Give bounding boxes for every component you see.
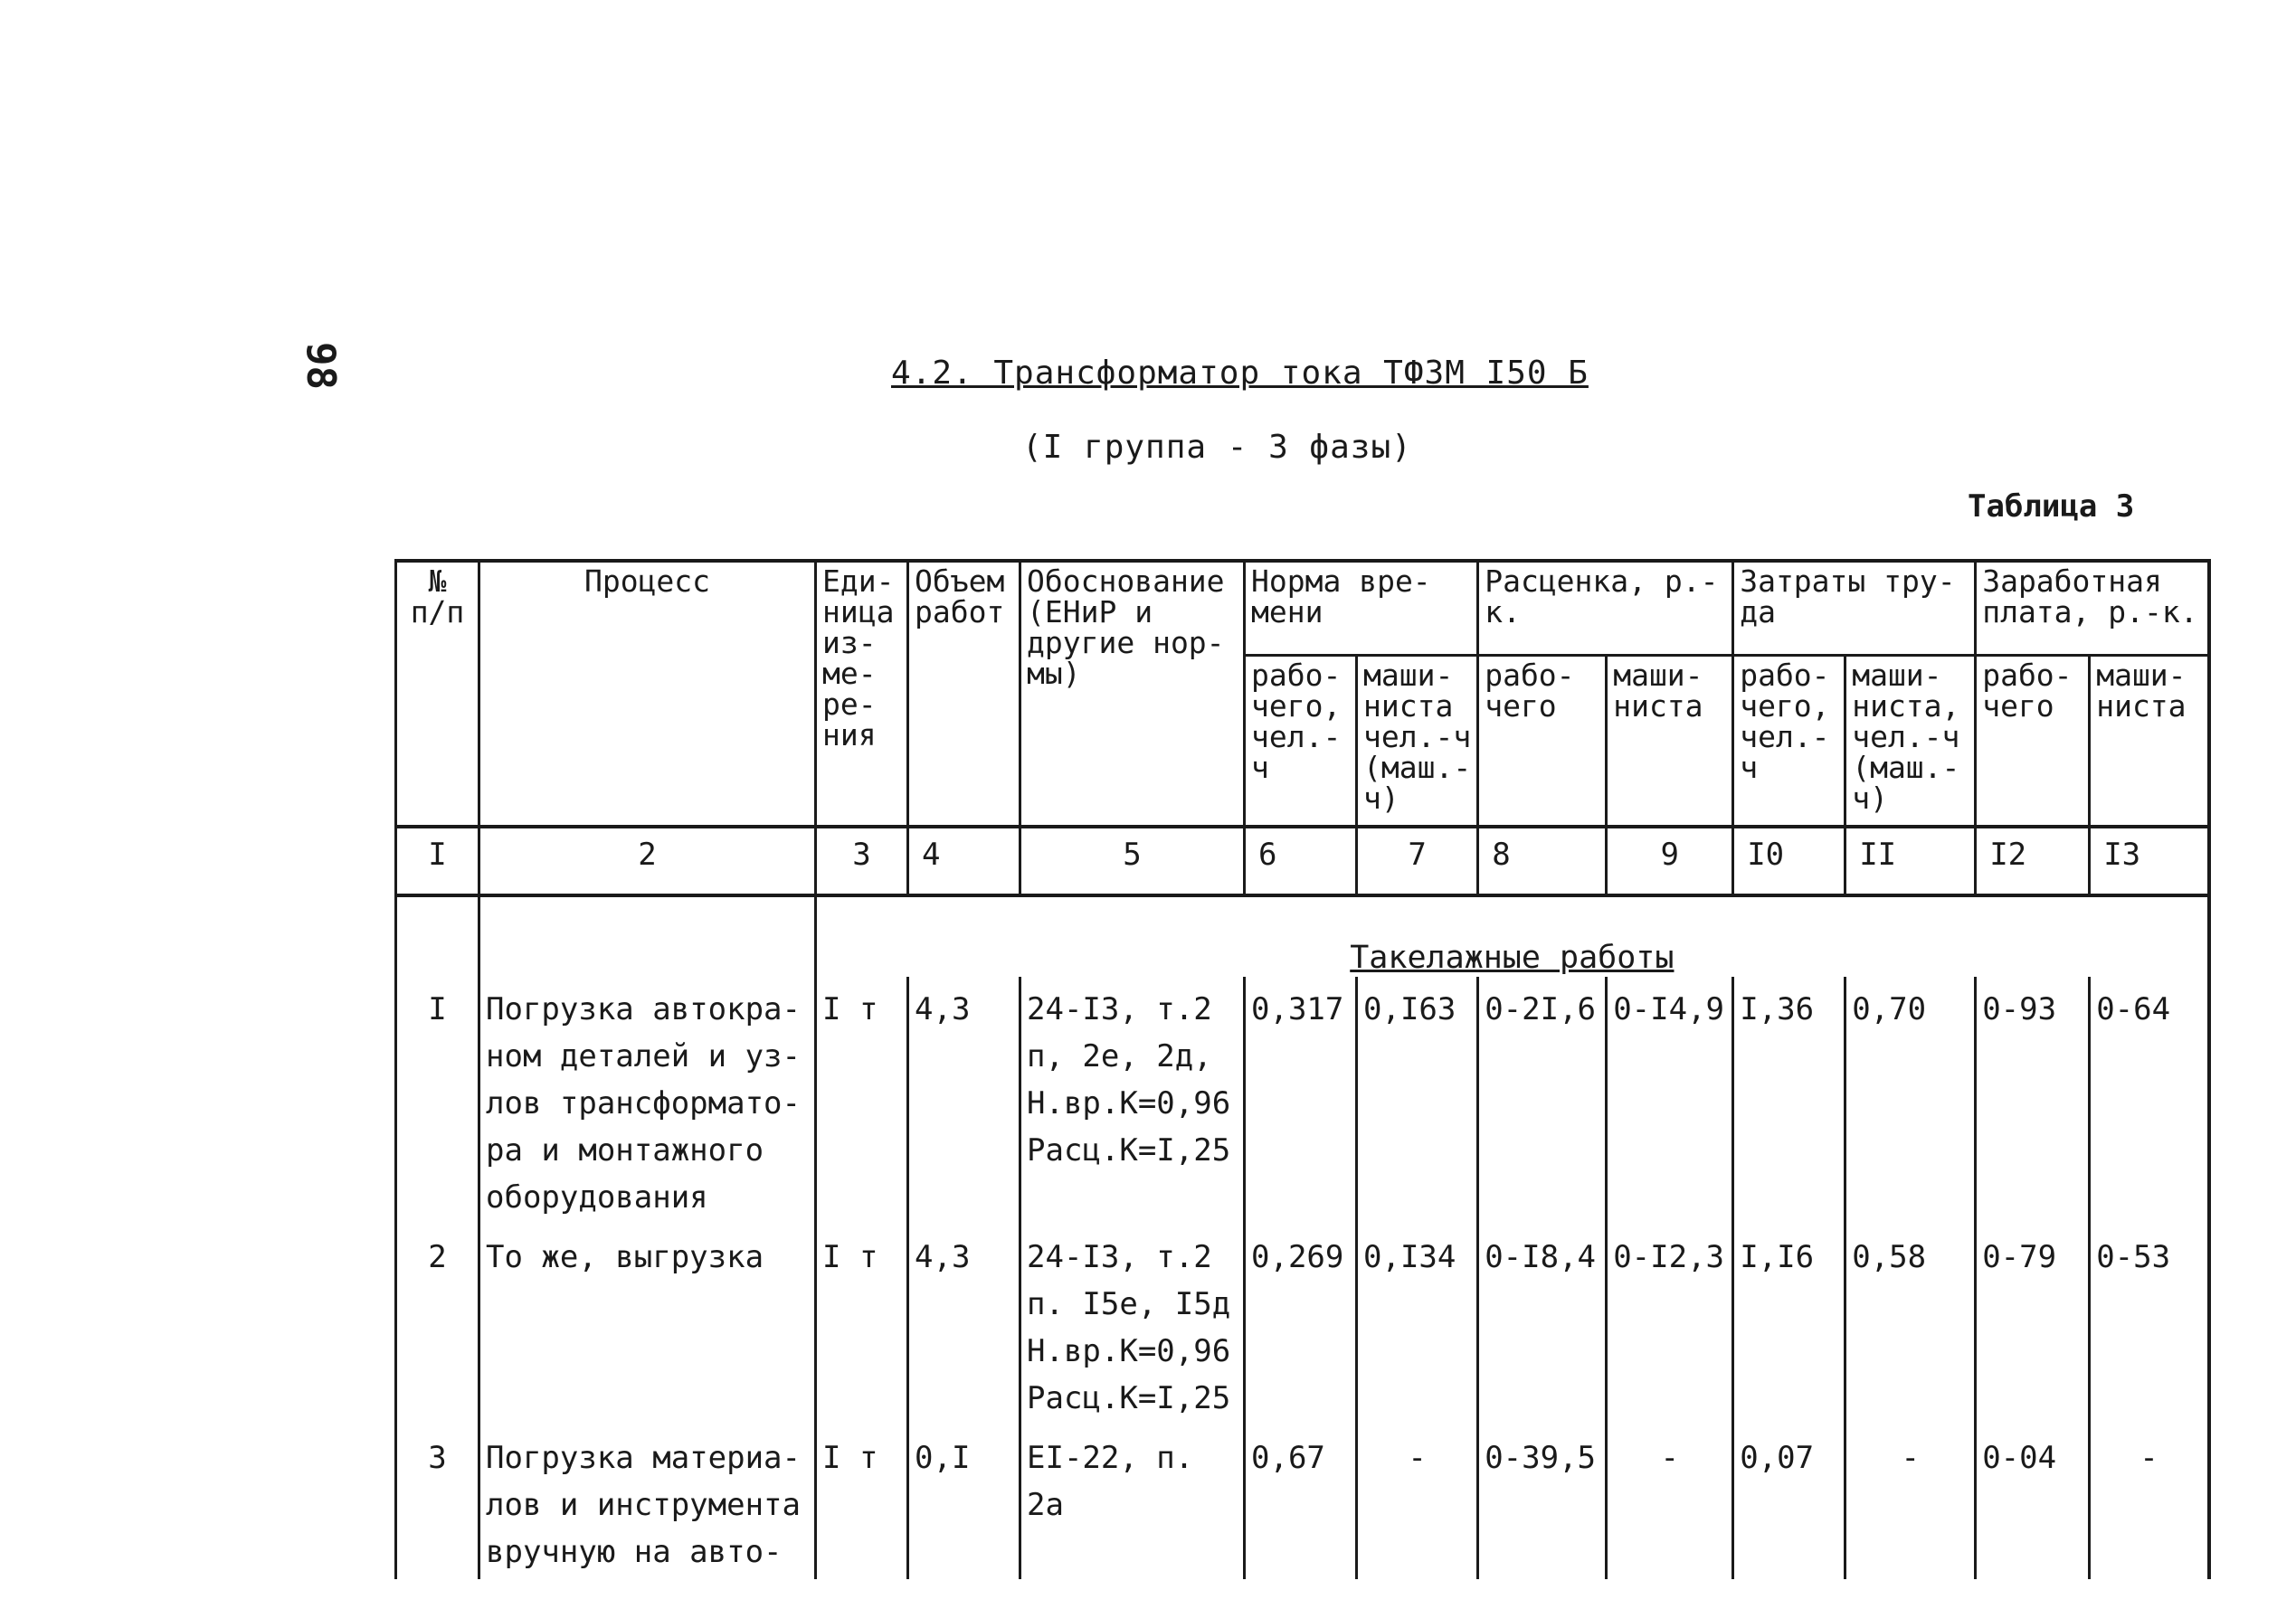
row-unit: I т <box>816 977 908 1225</box>
row-rate-machinist: 0-I4,9 <box>1607 977 1733 1225</box>
section-heading: Такелажные работы <box>816 895 2209 977</box>
header-rate-machinist: маши- ниста <box>1607 655 1733 827</box>
row-number: I <box>396 977 479 1225</box>
row-time-worker: 0,317 <box>1245 977 1357 1225</box>
work-norms-table <box>394 559 2211 1579</box>
row-basis: 24-I3, т.2 п, 2е, 2д, Н.вр.К=0,96 Расц.К=I,25 <box>1020 977 1245 1225</box>
row-wage-machinist: 0-64 <box>2090 977 2209 1225</box>
row-rate-worker: 0-I8,4 <box>1478 1225 1607 1425</box>
row-wage-machinist: 0-53 <box>2090 1225 2209 1425</box>
document-subtitle: (I группа - 3 фазы) <box>1022 429 1412 466</box>
row-time-machinist: 0,I63 <box>1357 977 1478 1225</box>
row-time-machinist: 0,I34 <box>1357 1225 1478 1425</box>
column-number: I <box>396 827 479 895</box>
header-wage-worker: рабо- чего <box>1976 655 2090 827</box>
header-rate: Расценка, р.-к. <box>1478 561 1733 655</box>
row-unit: I т <box>816 1225 908 1425</box>
row-volume: 4,3 <box>908 977 1020 1225</box>
row-labor-worker: 0,07 <box>1733 1425 1845 1579</box>
header-labor-machinist: маши- ниста, чел.-ч (маш.- ч) <box>1845 655 1976 827</box>
document-title: 4.2. Трансформатор тока ТФЗМ I50 Б <box>891 355 1589 392</box>
header-basis: Обоснование (ЕНиР и другие нор- мы) <box>1020 561 1245 827</box>
column-number: 5 <box>1020 827 1245 895</box>
row-basis: ЕI-22, п. 2а <box>1020 1425 1245 1579</box>
header-time-machinist: маши- ниста чел.-ч (маш.- ч) <box>1357 655 1478 827</box>
column-number: 9 <box>1607 827 1733 895</box>
row-labor-machinist: 0,70 <box>1845 977 1976 1225</box>
row-process: Погрузка автокра- ном деталей и уз- лов трансформато- ра и монтажного оборудования <box>479 977 816 1225</box>
column-number: 2 <box>479 827 816 895</box>
header-volume: Объем работ <box>908 561 1020 827</box>
section-spacer <box>479 895 816 977</box>
column-number: I0 <box>1733 827 1845 895</box>
row-wage-worker: 0-93 <box>1976 977 2090 1225</box>
column-number: 7 <box>1357 827 1478 895</box>
column-number: I2 <box>1976 827 2090 895</box>
row-volume: 0,I <box>908 1425 1020 1579</box>
row-rate-machinist: 0-I2,3 <box>1607 1225 1733 1425</box>
column-number: 6 <box>1245 827 1357 895</box>
row-volume: 4,3 <box>908 1225 1020 1425</box>
column-number: II <box>1845 827 1976 895</box>
row-labor-worker: I,I6 <box>1733 1225 1845 1425</box>
column-number: 3 <box>816 827 908 895</box>
row-process: Погрузка материа- лов и инструмента вручную на авто- <box>479 1425 816 1579</box>
header-unit: Еди- ница из- ме- ре- ния <box>816 561 908 827</box>
header-time-norm: Норма вре- мени <box>1245 561 1478 655</box>
header-wage: Заработная плата, р.-к. <box>1976 561 2209 655</box>
header-process: Процесс <box>479 561 816 827</box>
row-number: 3 <box>396 1425 479 1579</box>
header-labor-worker: рабо- чего, чел.- ч <box>1733 655 1845 827</box>
row-process: То же, выгрузка <box>479 1225 816 1425</box>
page-number: 98 <box>298 342 344 390</box>
column-number: 4 <box>908 827 1020 895</box>
row-unit: I т <box>816 1425 908 1579</box>
row-labor-worker: I,36 <box>1733 977 1845 1225</box>
row-wage-machinist: - <box>2090 1425 2209 1579</box>
row-time-machinist: - <box>1357 1425 1478 1579</box>
header-labor: Затраты тру- да <box>1733 561 1976 655</box>
row-wage-worker: 0-79 <box>1976 1225 2090 1425</box>
row-rate-worker: 0-39,5 <box>1478 1425 1607 1579</box>
row-basis: 24-I3, т.2 п. I5е, I5д Н.вр.К=0,96 Расц.К=I,25 <box>1020 1225 1245 1425</box>
row-labor-machinist: - <box>1845 1425 1976 1579</box>
row-time-worker: 0,269 <box>1245 1225 1357 1425</box>
header-wage-machinist: маши- ниста <box>2090 655 2209 827</box>
row-number: 2 <box>396 1225 479 1425</box>
column-number: I3 <box>2090 827 2209 895</box>
row-rate-worker: 0-2I,6 <box>1478 977 1607 1225</box>
row-labor-machinist: 0,58 <box>1845 1225 1976 1425</box>
header-rate-worker: рабо- чего <box>1478 655 1607 827</box>
column-number: 8 <box>1478 827 1607 895</box>
header-num: № п/п <box>396 561 479 827</box>
header-time-worker: рабо- чего, чел.- ч <box>1245 655 1357 827</box>
row-wage-worker: 0-04 <box>1976 1425 2090 1579</box>
table-label: Таблица 3 <box>1968 488 2135 525</box>
row-rate-machinist: - <box>1607 1425 1733 1579</box>
section-spacer <box>396 895 479 977</box>
row-time-worker: 0,67 <box>1245 1425 1357 1579</box>
